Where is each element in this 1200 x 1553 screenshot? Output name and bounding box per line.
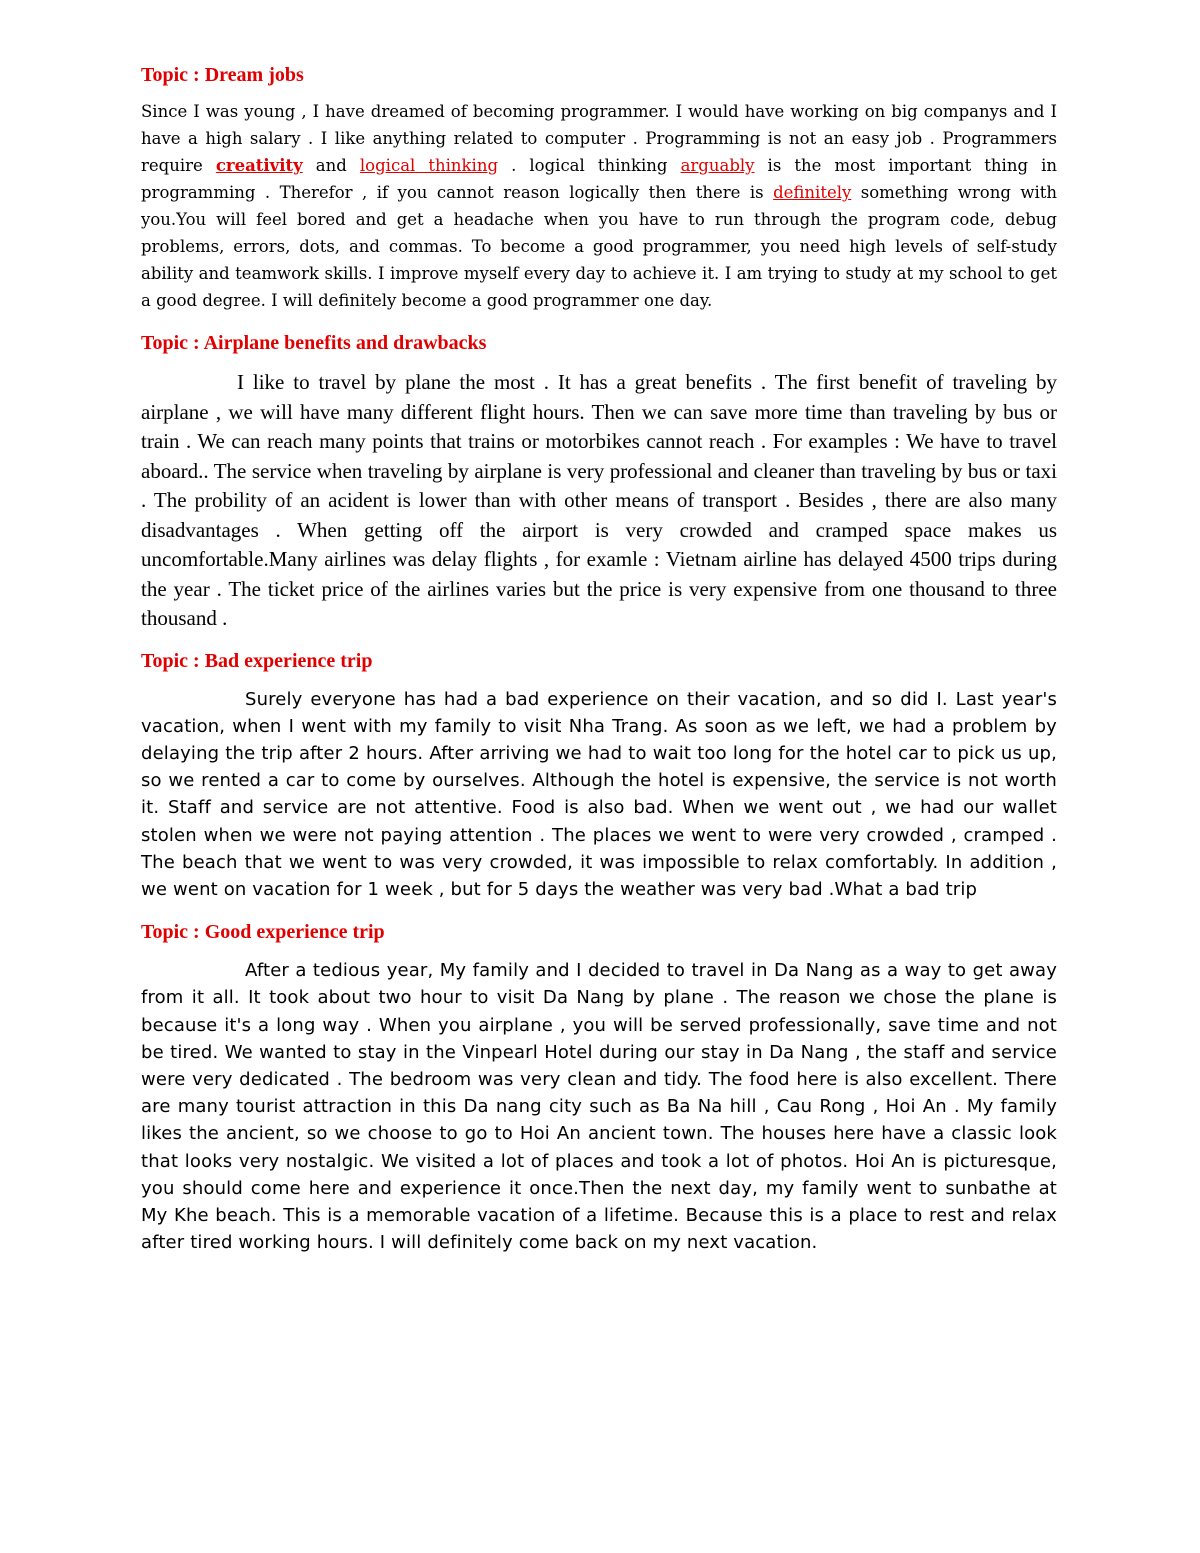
paragraph-bad-trip: Surely everyone has had a bad experience on their vacation, and so did I. Last year's vacation, when I went with my family to visit Nha Trang. As soon as we left, we had a problem by delaying the trip after 2 hours. After arriving we had to wait too long for the hotel car to pick us up, so we rented a car to come by ourselves. Although the hotel is expensive, the service is not worth it. Staff and service are not attentive. Food is also bad. When we went out , we had our wallet stolen when we were not paying attention . The places we went to were very crowded , cramped . The beach that we went to was very crowded, it was impossible to relax comfortably. In addition , we went on vacation for 1 week , but for 5 days the weather was very bad .What a bad trip bbox=[141, 688, 1057, 900]
text-run: and bbox=[302, 156, 360, 175]
text-run: something wrong with you.You will feel bored and get a headache when you have to run through the program code, debug problems, errors, dots, and commas. To become a good programmer, you need high levels of self-study ability and teamwork skills. I improve myself every day to achieve it. I am trying to study at my school to get a good degree. I will definitely become a good programmer one day. bbox=[141, 183, 1057, 310]
highlight-creativity: creativity bbox=[215, 156, 303, 175]
text-run: . logical thinking bbox=[498, 156, 681, 175]
topic-heading-dream-jobs: Topic : Dream jobs bbox=[141, 64, 304, 86]
topic-heading-good-trip: Topic : Good experience trip bbox=[141, 921, 385, 944]
highlight-arguably: arguably bbox=[680, 156, 755, 175]
document-page bbox=[141, 60, 1057, 1256]
text-run: is the most important thing in programming . Therefor , if you cannot reason logically then there is bbox=[141, 156, 1057, 202]
highlight-definitely: definitely bbox=[773, 183, 852, 202]
topic-heading-airplane: Topic : Airplane benefits and drawbacks bbox=[141, 332, 487, 354]
topic-heading-bad-trip: Topic : Bad experience trip bbox=[141, 649, 373, 672]
text-run: Since I was young , I have dreamed of becoming programmer. I would have working on big companys and I have a high salary . I like anything related to computer . Programming is not an easy job . Programmers require bbox=[141, 102, 1057, 175]
paragraph-airplane: I like to travel by plane the most . It has a great benefits . The first benefit of traveling by airplane , we will have many different flight hours. Then we can save more time than traveling by bus or train . We can reach many points that trains or motorbikes cannot reach . For examples : We have to travel aboard.. The service when traveling by airplane is very professional and cleaner than traveling by bus or taxi . The probility of an acident is lower than with other means of transport . Besides , there are also many disadvantages . When getting off the airport is very crowded and cramped space makes us uncomfortable.Many airlines was delay flights , for examle : Vietnam airline has delayed 4500 trips during the year . The ticket price of the airlines varies but the price is very expensive from one thousand to three thousand . bbox=[141, 370, 1057, 630]
paragraph-good-trip: After a tedious year, My family and I decided to travel in Da Nang as a way to get away from it all. It took about two hour to visit Da Nang by plane . The reason we chose the plane is because it's a long way . When you airplane , you will be served professionally, save time and not be tired. We wanted to stay in the Vinpearl Hotel during our stay in Da Nang , the staff and service were very dedicated . The bedroom was very clean and tidy. The food here is also excellent. There are many tourist attraction in this Da nang city such as Ba Na hill , Cau Rong , Hoi An . My family likes the ancient, so we choose to go to Hoi An ancient town. The houses here have a classic look that looks very nostalgic. We visited a lot of places and took a lot of photos. Hoi An is picturesque, you should come here and experience it once.Then the next day, my family went to sunbathe at My Khe beach. This is a memorable vacation of a lifetime. Because this is a place to rest and relax after tired working hours. I will definitely come back on my next vacation. bbox=[141, 960, 1057, 1254]
paragraph-dream-jobs bbox=[141, 98, 1057, 314]
highlight-logical-thinking: logical thinking bbox=[359, 156, 499, 175]
